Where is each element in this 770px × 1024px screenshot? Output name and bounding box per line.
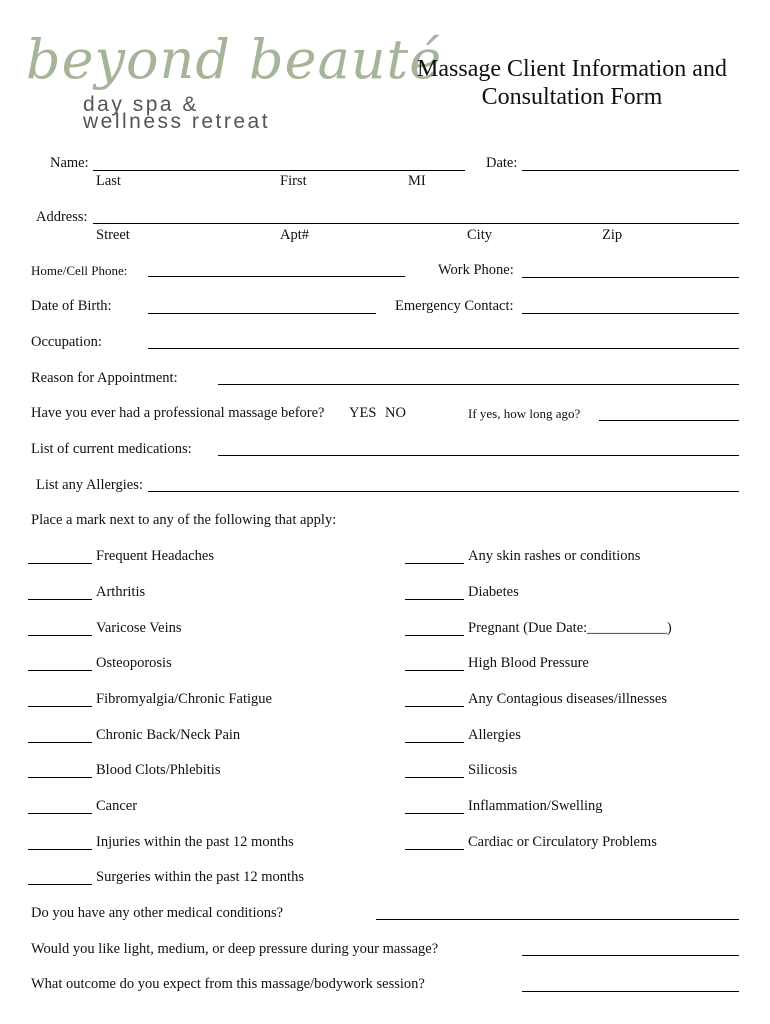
form-title-line-1: Massage Client Information and <box>417 56 727 82</box>
checkbox-line[interactable] <box>405 742 464 743</box>
occupation-field[interactable] <box>148 348 739 349</box>
checklist-item: Fibromyalgia/Chronic Fatigue <box>96 691 272 707</box>
checkbox-line[interactable] <box>405 563 464 564</box>
reason-label: Reason for Appointment: <box>31 370 178 386</box>
checklist-prompt: Place a mark next to any of the following that apply: <box>31 512 337 528</box>
other-conditions-label: Do you have any other medical conditions? <box>31 905 284 921</box>
checkbox-line[interactable] <box>28 884 92 885</box>
checkbox-line[interactable] <box>28 777 92 778</box>
checkbox-line[interactable] <box>405 670 464 671</box>
medications-field[interactable] <box>218 455 739 456</box>
checkbox-line[interactable] <box>28 849 92 850</box>
checklist-item: Any skin rashes or conditions <box>468 548 641 564</box>
dob-field[interactable] <box>148 313 376 314</box>
logo-script: beyond beauté <box>26 28 443 91</box>
checkbox-line[interactable] <box>28 599 92 600</box>
checkbox-line[interactable] <box>28 670 92 671</box>
first-sublabel: First <box>280 173 307 189</box>
dob-label: Date of Birth: <box>31 298 112 314</box>
checklist-item: Silicosis <box>468 762 518 778</box>
checklist-item: Inflammation/Swelling <box>468 798 603 814</box>
checkbox-line[interactable] <box>28 742 92 743</box>
how-long-label: If yes, how long ago? <box>468 406 581 421</box>
how-long-field[interactable] <box>599 420 739 421</box>
city-sublabel: City <box>467 227 492 243</box>
checkbox-line[interactable] <box>405 599 464 600</box>
occupation-label: Occupation: <box>31 334 102 350</box>
massage-before-label: Have you ever had a professional massage before? <box>31 405 325 421</box>
date-label: Date: <box>486 155 518 171</box>
checkbox-line[interactable] <box>405 706 464 707</box>
checkbox-line[interactable] <box>405 635 464 636</box>
checkbox-line[interactable] <box>28 563 92 564</box>
work-phone-field[interactable] <box>522 277 739 278</box>
checklist-item: Cardiac or Circulatory Problems <box>468 834 657 850</box>
logo-line-2: wellness retreat <box>83 110 271 133</box>
home-phone-field[interactable] <box>148 276 405 277</box>
address-label: Address: <box>36 209 88 225</box>
reason-field[interactable] <box>218 384 739 385</box>
last-sublabel: Last <box>96 173 121 189</box>
checklist-item: Chronic Back/Neck Pain <box>96 727 241 743</box>
checklist-item: Cancer <box>96 798 138 814</box>
allergies-field[interactable] <box>148 491 739 492</box>
checklist-item: Blood Clots/Phlebitis <box>96 762 221 778</box>
street-sublabel: Street <box>96 227 130 243</box>
form-title-line-2: Consultation Form <box>481 84 663 110</box>
yes-option[interactable]: YES <box>349 405 377 421</box>
zip-sublabel: Zip <box>602 227 623 243</box>
checklist-item: Diabetes <box>468 584 519 600</box>
pressure-label: Would you like light, medium, or deep pressure during your massage? <box>31 941 439 957</box>
checklist-item: Varicose Veins <box>96 620 182 636</box>
outcome-label: What outcome do you expect from this massage/bodywork session? <box>31 976 425 992</box>
home-phone-label: Home/Cell Phone: <box>31 263 128 278</box>
checklist-item: Injuries within the past 12 months <box>96 834 294 850</box>
checkbox-line[interactable] <box>28 706 92 707</box>
checklist-item: Surgeries within the past 12 months <box>96 869 304 885</box>
emergency-contact-label: Emergency Contact: <box>395 298 514 314</box>
work-phone-label: Work Phone: <box>438 262 514 278</box>
checklist-item: Arthritis <box>96 584 146 600</box>
checklist-item: Frequent Headaches <box>96 548 214 564</box>
name-field[interactable] <box>93 170 465 171</box>
no-option[interactable]: NO <box>385 405 406 421</box>
checkbox-line[interactable] <box>405 849 464 850</box>
checkbox-line[interactable] <box>28 813 92 814</box>
checklist-item: Any Contagious diseases/illnesses <box>468 691 667 707</box>
mi-sublabel: MI <box>408 173 426 189</box>
allergies-label: List any Allergies: <box>36 477 143 493</box>
checklist-item: Allergies <box>468 727 521 743</box>
other-conditions-field[interactable] <box>376 919 739 920</box>
medications-label: List of current medications: <box>31 441 192 457</box>
checkbox-line[interactable] <box>405 813 464 814</box>
checklist-item: High Blood Pressure <box>468 655 589 671</box>
checkbox-line[interactable] <box>28 635 92 636</box>
address-field[interactable] <box>93 223 739 224</box>
name-label: Name: <box>50 155 89 171</box>
apt-sublabel: Apt# <box>280 227 309 243</box>
pressure-field[interactable] <box>522 955 739 956</box>
checklist-item: Pregnant (Due Date:___________) <box>468 620 672 636</box>
logo-line-1: day spa & <box>83 93 199 116</box>
outcome-field[interactable] <box>522 991 739 992</box>
checkbox-line[interactable] <box>405 777 464 778</box>
checklist-item: Osteoporosis <box>96 655 172 671</box>
date-field[interactable] <box>522 170 739 171</box>
emergency-contact-field[interactable] <box>522 313 739 314</box>
